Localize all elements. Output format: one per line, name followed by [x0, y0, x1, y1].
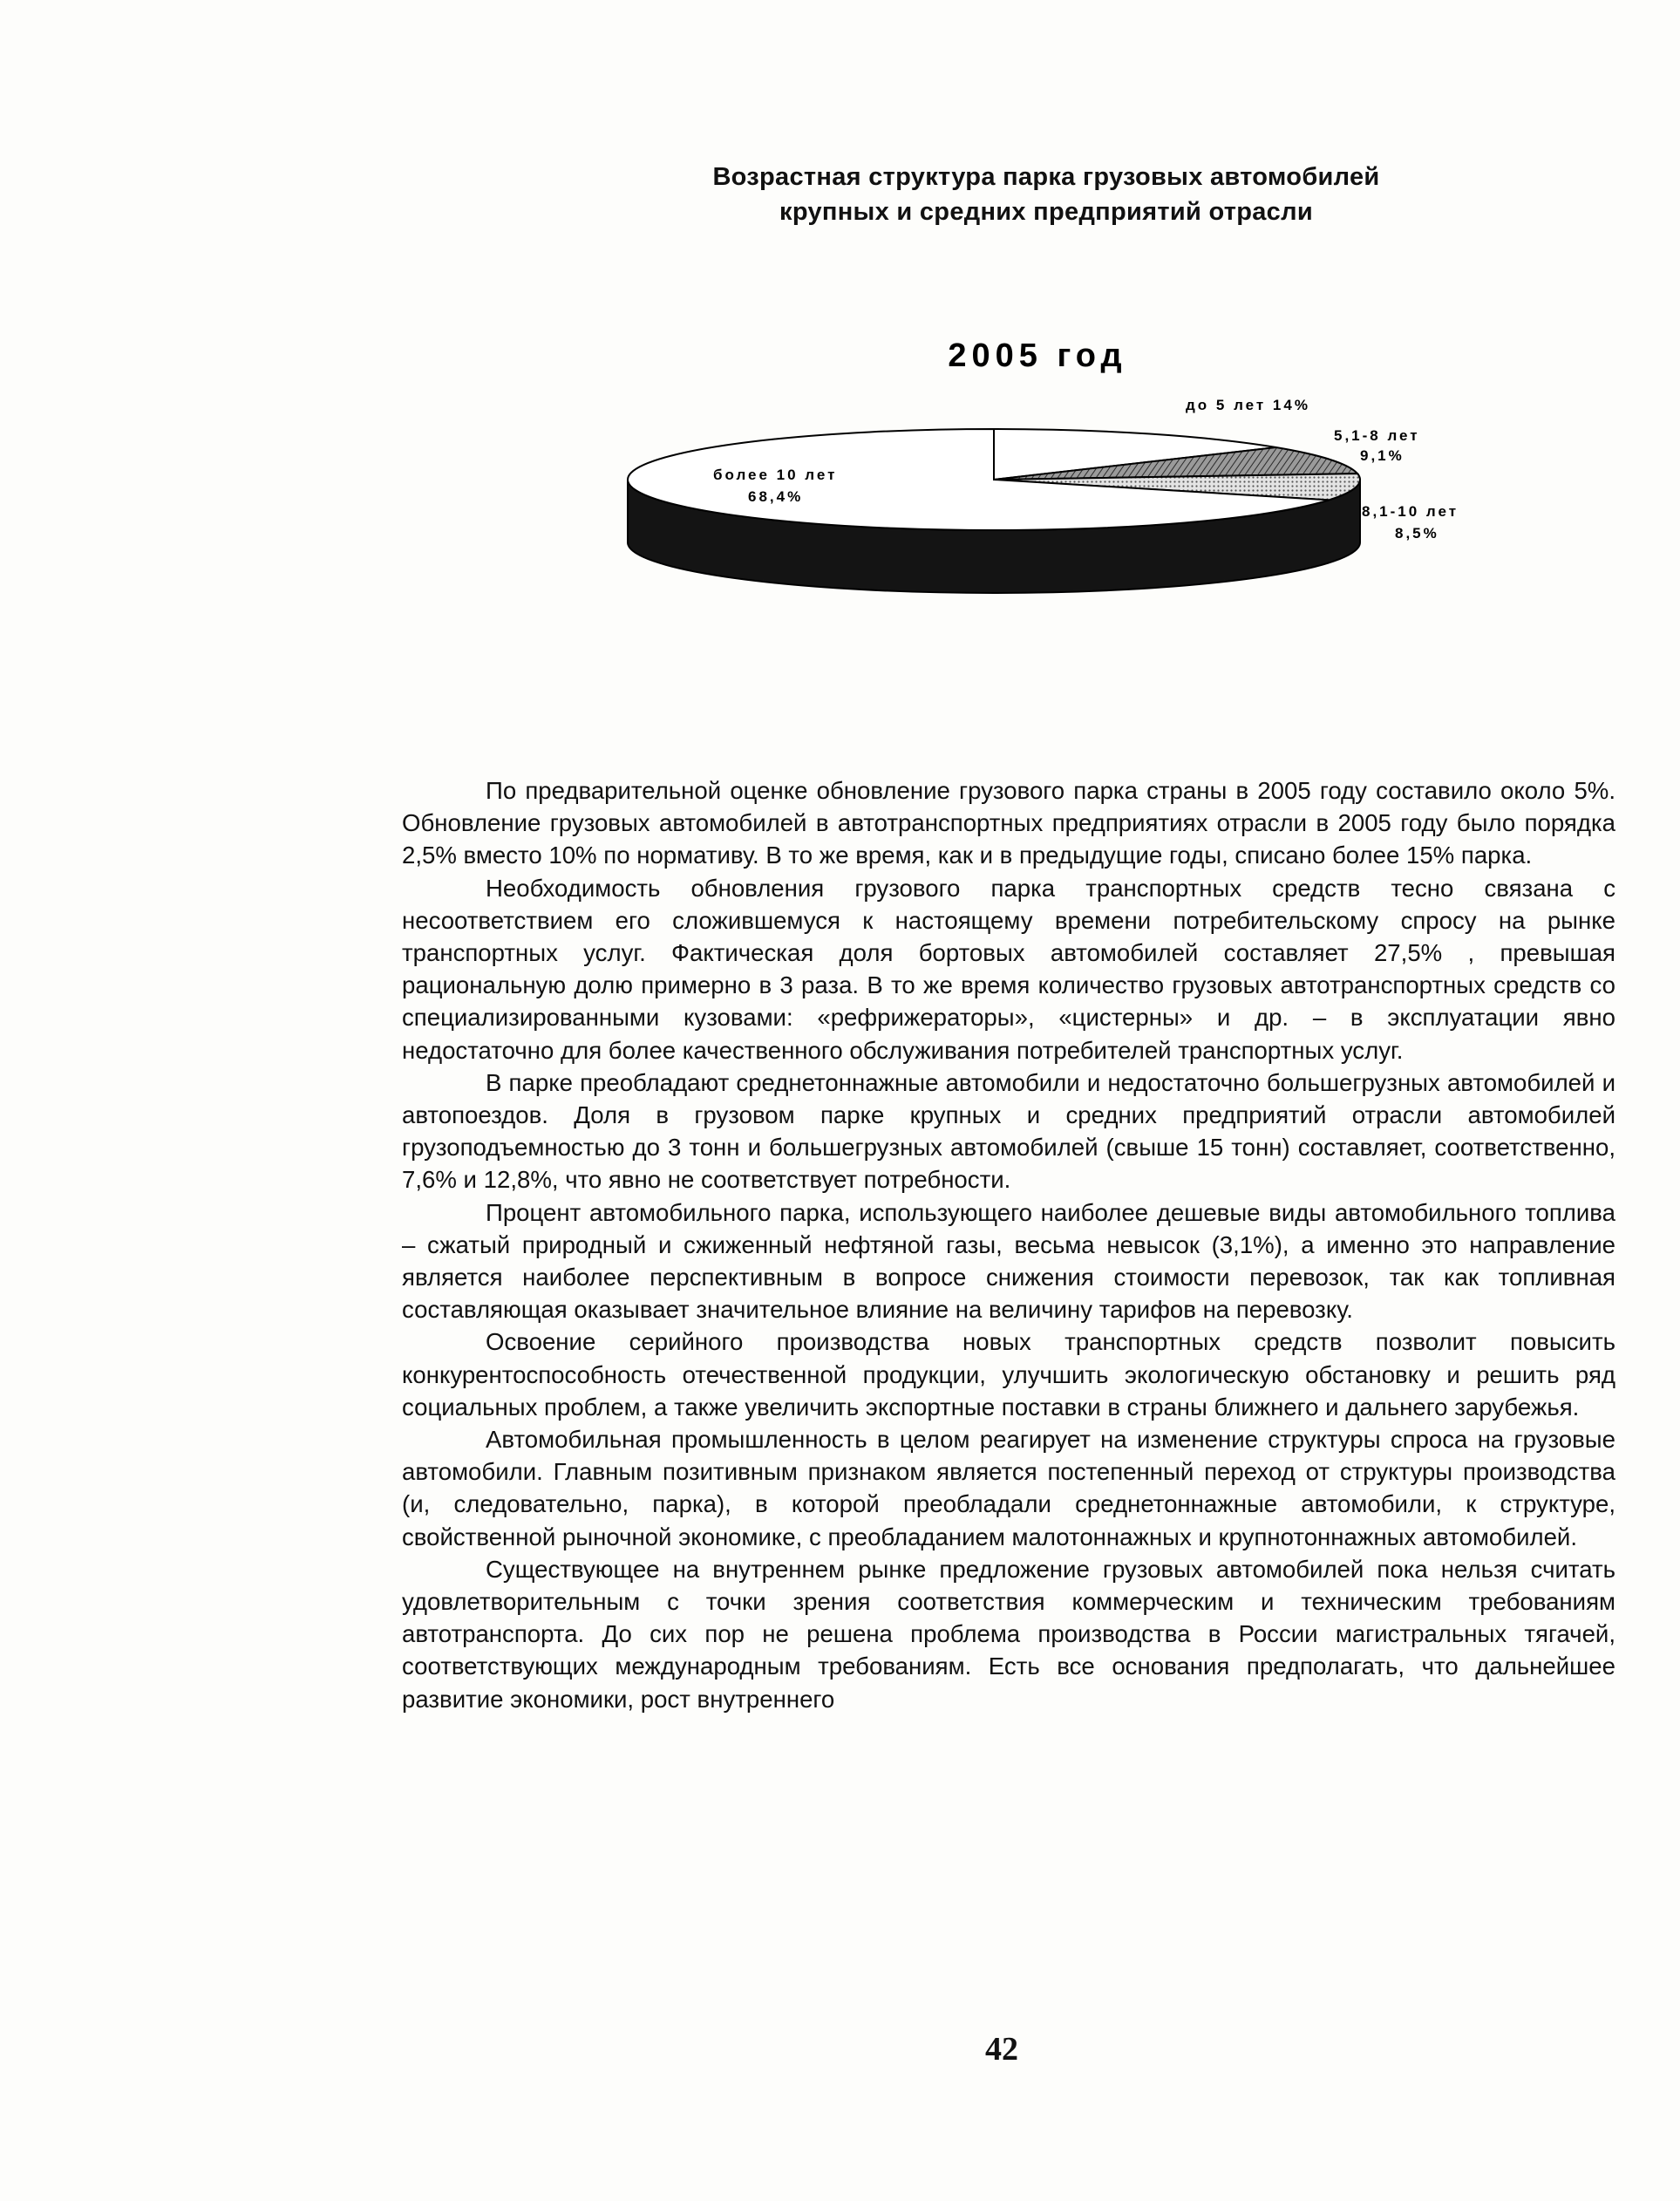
- title-line-1: Возрастная структура парка грузовых автомобилей: [712, 163, 1380, 191]
- page-number: 42: [985, 2031, 1018, 2068]
- title-line-2: крупных и средних предприятий отрасли: [779, 198, 1313, 226]
- paragraph: В парке преобладают среднетоннажные автомобили и недостаточно большегрузных автомобилей и автопоездов. Доля в грузовом парке крупных и средних предприятий отрасли автомобилей грузоподъемностью до 3 тонн и большегрузных автомобилей (свыше 15 тонн) составляет, соответственно, 7,6% и 12,8%, что явно не соответствует потребности.: [402, 1068, 1615, 1194]
- paragraph: По предварительной оценке обновление грузового парка страны в 2005 году составило около 5%. Обновление грузовых автомобилей в автотранспортных предприятиях отрасли в 2005 году было порядка 2,5% вместо 10% по нормативу. В то же время, как и в предыдущие годы, списано более 15% парка.: [402, 777, 1615, 869]
- paragraph: Процент автомобильного парка, использующего наиболее дешевые виды автомобильного топлива – сжатый природный и сжиженный нефтяной газы, весьма невысок (3,1%), а именно это направление является наиболее перспективным в вопросе снижения стоимости перевозок, так как топливная составляющая оказывает значительное влияние на величину тарифов на перевозку.: [402, 1198, 1615, 1324]
- label-8-10-value: 8,5%: [1395, 525, 1439, 542]
- paragraph: Освоение серийного производства новых транспортных средств позволит повысить конкурентоспособность отечественной продукции, улучшить экологическую обстановку и решить ряд социальных проблем, а также увеличить экспортные поставки в страны ближнего и дальнего зарубежья.: [402, 1328, 1615, 1421]
- label-over-10-value: 68,4%: [748, 488, 804, 505]
- paragraph: Необходимость обновления грузового парка транспортных средств тесно связана с несоответствием его сложившемуся к настоящему времени потребительскому спросу на рынке транспортных услуг. Фактическая доля бортовых автомобилей составляет 27,5% , превышая рациональную долю примерно в 3 раза. В то же время количество грузовых автотранспортных средств со специализированными кузовами: «рефрижераторы», «цистерны» и др. – в эксплуатации явно недостаточно для более качественного обслуживания потребителей транспортных услуг.: [402, 874, 1615, 1064]
- label-5-8-value: 9,1%: [1360, 447, 1405, 464]
- page-title: [628, 160, 1465, 229]
- label-5-8: 5,1-8 лет: [1334, 427, 1420, 444]
- body-text: [402, 774, 1615, 1715]
- label-over-10: более 10 лет: [713, 467, 838, 483]
- paragraph: Существующее на внутреннем рынке предложение грузовых автомобилей пока нельзя считать удовлетворительным с точки зрения соответствия коммерческим и техническим требованиям автотранспорта. До сих пор не решена проблема производства в России магистральных тягачей, соответствующих международным требованиям. Есть все основания предполагать, что дальнейшее развитие экономики, рост внутреннего: [402, 1555, 1615, 1713]
- chart-title: 2005 год: [948, 337, 1127, 374]
- label-0-5: до 5 лет 14%: [1186, 397, 1310, 413]
- pie-chart: [610, 323, 1508, 619]
- paragraph: Автомобильная промышленность в целом реагирует на изменение структуры спроса на грузовые автомобили. Главным позитивным признаком является постепенный переход от структуры производства (и, следовательно, парка), в которой преобладали среднетоннажные автомобили, к структуре, свойственной рыночной экономике, с преобладанием малотоннажных и крупнотоннажных автомобилей.: [402, 1426, 1615, 1550]
- label-8-10: 8,1-10 лет: [1362, 503, 1459, 520]
